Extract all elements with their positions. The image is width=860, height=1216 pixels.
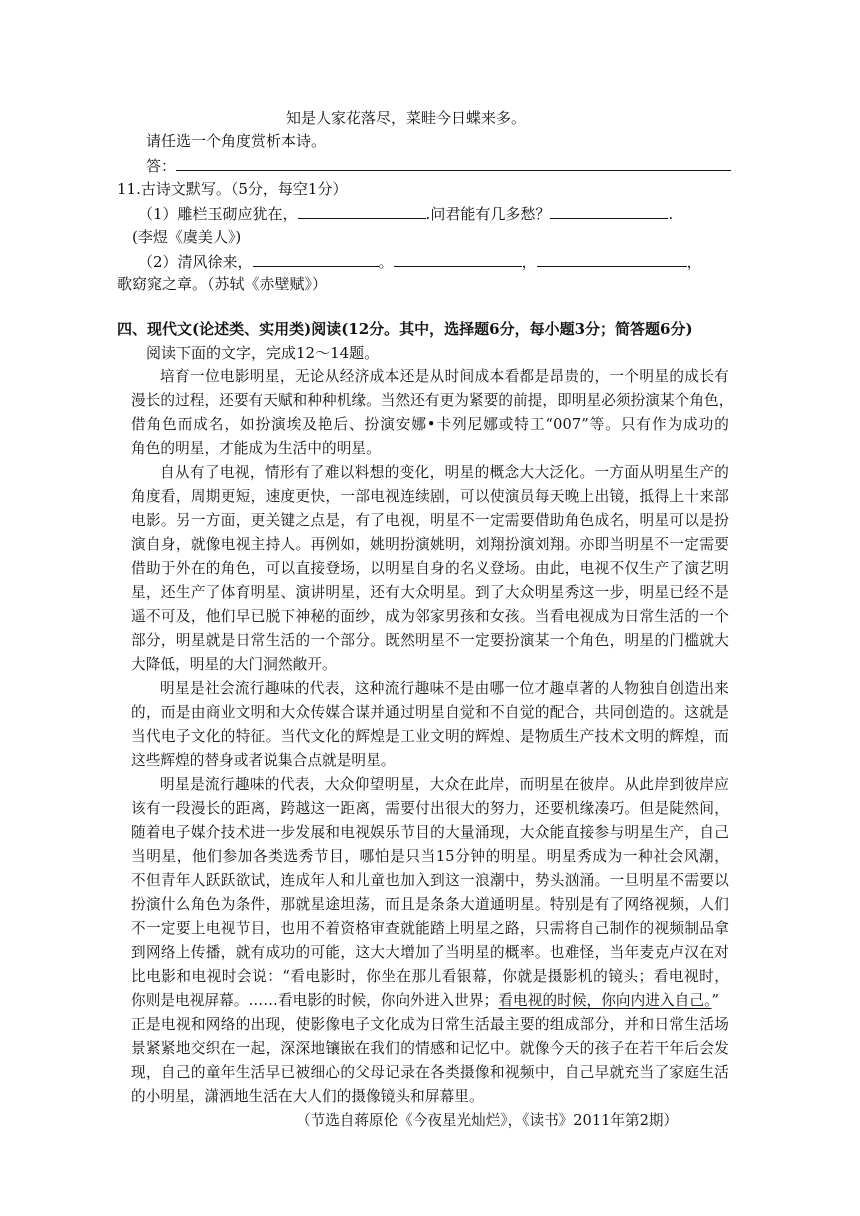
fill-blank-5[interactable] (537, 251, 687, 267)
p1-line: 借角色而成名，如扮演埃及艳后、扮演安娜•卡列尼娜或特工“007”等。只有作为成功的 (131, 416, 729, 433)
p4-line: 正是电视和网络的出现，使影像电子文化成为日常生活最主要的组成部分，并和日常生活场 (131, 1016, 729, 1033)
p2-line: 星，还生产了体育明星、演讲明星，还有大众明星。到了大众明星秀这一步，明星已经不是 (131, 584, 729, 601)
p4-line: 明星是流行趣味的代表，大众仰望明星，大众在此岸，而明星在彼岸。从此岸到彼岸应 (160, 776, 729, 793)
p2-line: 角度看，周期更短，速度更快，一部电视连续剧，可以使演员每天晚上出镜，抵得上十来部 (131, 488, 729, 505)
q11-item2-sep3: ， (686, 253, 702, 271)
p4-line: 当明星，他们参加各类选秀节目，哪怕是只当15分钟的明星。明星秀成为一种社会风潮， (131, 848, 729, 865)
p1-line: 角色的明星，才能成为生活中的明星。 (131, 440, 381, 457)
poem-line: 知是人家花落尽，菜畦今日蝶来多。 (286, 109, 527, 127)
p4-line: 到网络上传播，就有成功的可能，这大大增加了当明星的概率。也难怪，当年麦克卢汉在对 (131, 944, 729, 961)
fill-blank-4[interactable] (394, 251, 522, 267)
answer-label: 答： (146, 157, 177, 175)
quote-part: 你则是电视屏幕。……看电影的时候，你向外进入世界； (131, 992, 499, 1009)
p4-line: 现，自己的童年生活早已被细心的父母记录在各类摄像和视频中，自己早就充当了家庭生活 (131, 1064, 729, 1081)
p4-line: 扮演什么角色为条件，那就星途坦荡，而且是条条大道通明星。特别是有了网络视频，人们 (131, 896, 729, 913)
p2-line: 演自身，就像电视主持人。再例如，姚明扮演姚明，刘翔扮演刘翔。亦即当明星不一定需要 (131, 536, 729, 553)
q11-item1-mid: .问君能有几多愁？ (425, 205, 551, 223)
q11-heading: 11.古诗文默写。（5分，每空1分） (117, 180, 348, 198)
p2-line: 借助于外在的角色，可以直接登场，以明星自身的名义登场。由此，电视不仅生产了演艺明 (131, 560, 729, 577)
q11-item2-sep2: ， (521, 253, 537, 271)
q11-item2-prefix: （2）清风徐来， (138, 253, 253, 271)
passage-source: （节选自蒋原伦《今夜星光灿烂》，《读书》2011年第2期） (296, 1112, 679, 1129)
q11-item1-source: (李煜《虞美人》) (132, 228, 242, 246)
p2-line: 遥不可及，他们早已脱下神秘的面纱，成为邻家男孩和女孩。当看电视成为日常生活的一个 (131, 608, 729, 625)
p3-line: 当代电子文化的特征。当代文化的辉煌是工业文明的辉煌、是物质生产技术文明的辉煌，而 (131, 728, 729, 745)
p1-line: 培育一位电影明星，无论从经济成本还是从时间成本看都是昂贵的，一个明星的成长有 (160, 368, 729, 385)
section4-heading: 四、现代文(论述类、实用类)阅读(12分。其中，选择题6分，每小题3分；简答题6分) (117, 320, 693, 338)
q11-item1 (138, 203, 673, 224)
p4-line: 的小明星，潇洒地生活在大人们的摄像镜头和屏幕里。 (131, 1088, 484, 1105)
section4-instruction: 阅读下面的文字，完成12～14题。 (146, 344, 380, 362)
q11-item2-line2: 歌窈窕之章。（苏轼《赤壁赋》） (117, 275, 328, 293)
p3-line: 明星是社会流行趣味的代表，这种流行趣味不是由哪一位才趣卓著的人物独自创造出来 (160, 680, 729, 697)
p4-line: 景紧紧地交织在一起，深深地镶嵌在我们的情感和记忆中。就像今天的孩子在若干年后会发 (131, 1040, 729, 1057)
p2-line: 电影。另一方面，更关键之点是，有了电视，明星不一定需要借助角色成名，明星可以是扮 (131, 512, 729, 529)
fill-blank-1[interactable] (298, 203, 426, 219)
q11-item1-end: . (668, 205, 674, 223)
q11-item2 (138, 251, 702, 272)
fill-blank-3[interactable] (253, 251, 379, 267)
p4-line-quote (131, 991, 729, 1011)
answer-blank[interactable] (176, 155, 731, 171)
p4-line: 不一定要上电视节目，也用不着资格审查就能踏上明星之路，只需将自己制作的视频制品拿 (131, 920, 729, 937)
p2-line: 自从有了电视，情形有了难以料想的变化，明星的概念大大泛化。一方面从明星生产的 (160, 464, 729, 481)
p3-line: 的，而是由商业文明和大众传媒合谋并通过明星自觉和不自觉的配合，共同创造的。这就是 (131, 704, 729, 721)
q10-answer-line (146, 155, 731, 176)
p4-line: 该有一段漫长的距离，跨越这一距离，需要付出很大的努力，还要机缘凑巧。但是陡然间， (131, 800, 729, 817)
p2-line: 部分，明星就是日常生活的一个部分。既然明星不一定要扮演某一个角色，明星的门槛就大 (131, 632, 729, 649)
p2-line: 大降低，明星的大门洞然敞开。 (131, 656, 337, 673)
p4-line: 随着电子媒介技术进一步发展和电视娱乐节目的大量涌现，大众能直接参与明星生产，自己 (131, 824, 729, 841)
p4-line: 不但青年人跃跃欲试，连成年人和儿童也加入到这一浪潮中，势头汹涌。一旦明星不需要以 (131, 872, 729, 889)
p3-line: 这些辉煌的替身或者说集合点就是明星。 (131, 752, 396, 769)
q11-item2-sep1: 。 (378, 253, 394, 271)
quote-close: ” (711, 992, 720, 1009)
fill-blank-2[interactable] (550, 203, 668, 219)
q11-item1-prefix: （1）雕栏玉砌应犹在， (138, 205, 298, 223)
p1-line: 漫长的过程，还要有天赋和种种机缘。当然还有更为紧要的前提，即明星必须扮演某个角色， (131, 392, 734, 409)
underlined-sentence: 看电视的时候，你向内进入自己。 (498, 992, 712, 1009)
q10-instruction: 请任选一个角度赏析本诗。 (146, 132, 327, 150)
p4-line: 比电影和电视时会说：“看电影时，你坐在那儿看银幕，你就是摄影机的镜头；看电视时， (131, 968, 729, 985)
